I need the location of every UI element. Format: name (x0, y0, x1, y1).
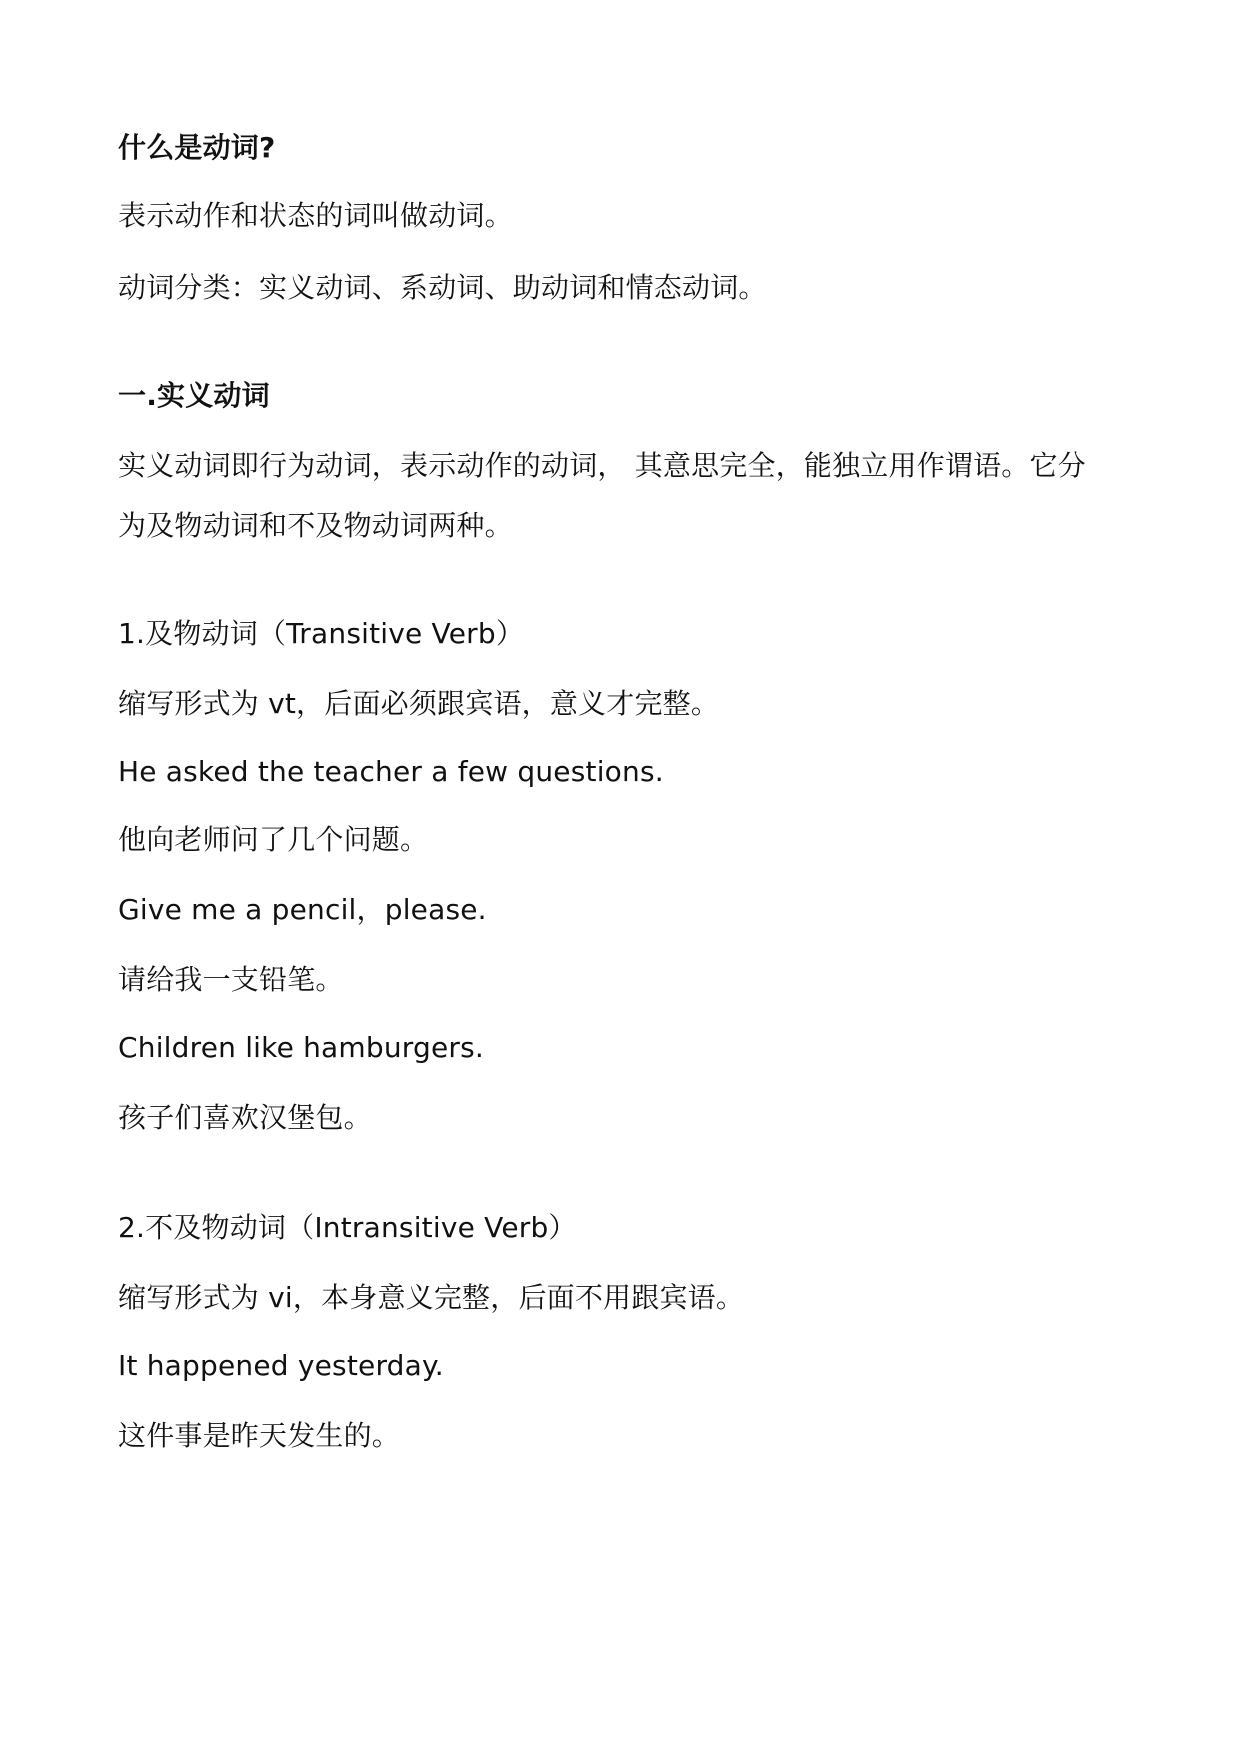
intro-heading: 什么是动词? (118, 131, 276, 164)
example-sentence-en: Give me a pencil，please. (118, 893, 487, 926)
verb-classification: 动词分类：实义动词、系动词、助动词和情态动词。 (118, 271, 767, 304)
example-sentence-zh: 孩子们喜欢汉堡包。 (118, 1101, 372, 1134)
section-paragraph-line-2: 为及物动词和不及物动词两种。 (118, 509, 513, 542)
example-sentence-en: He asked the teacher a few questions. (118, 755, 664, 788)
example-sentence-zh: 这件事是昨天发生的。 (118, 1419, 401, 1452)
example-sentence-en: Children like hamburgers. (118, 1031, 485, 1064)
transitive-description: 缩写形式为 vt，后面必须跟宾语，意义才完整。 (118, 687, 720, 720)
verb-definition: 表示动作和状态的词叫做动词。 (118, 199, 513, 232)
subheading-intransitive-verb: 2.不及物动词（Intransitive Verb） (118, 1211, 577, 1244)
intransitive-description: 缩写形式为 vi，本身意义完整，后面不用跟宾语。 (118, 1281, 745, 1314)
section-paragraph-line-1: 实义动词即行为动词，表示动作的动词， 其意思完全，能独立用作谓语。它分 (118, 449, 1086, 482)
example-sentence-en: It happened yesterday. (118, 1349, 444, 1382)
example-sentence-zh: 他向老师问了几个问题。 (118, 823, 429, 856)
example-sentence-zh: 请给我一支铅笔。 (118, 963, 344, 996)
section-heading-lexical-verbs: 一.实义动词 (118, 379, 270, 412)
subheading-transitive-verb: 1.及物动词（Transitive Verb） (118, 617, 525, 650)
